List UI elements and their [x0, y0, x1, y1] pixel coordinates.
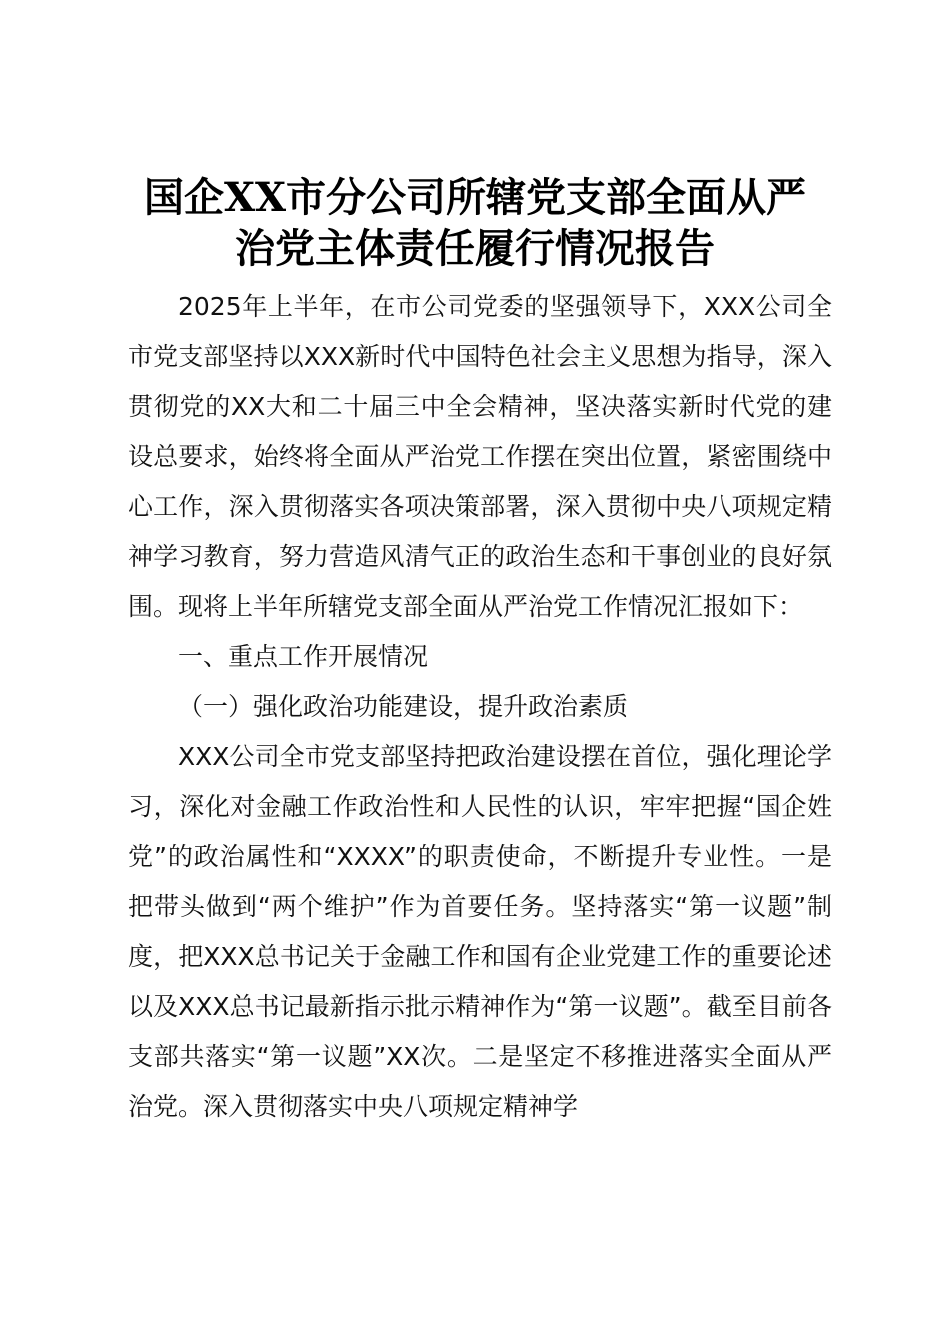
section-heading: 一、重点工作开展情况 [178, 642, 429, 671]
document-body [128, 282, 832, 1132]
subsection-heading: （一）强化政治功能建设，提升政治素质 [178, 692, 629, 721]
body-paragraph: XXX公司全市党支部坚持把政治建设摆在首位，强化理论学习，深化对金融工作政治性和人民性的认识，牢牢把握“国企姓党”的政治属性和“XXXX”的职责使命，不断提升专业性。一是把带头做到“两个维护”作为首要任务。坚持落实“第一议题”制度，把XXX总书记关于金融工作和国有企业党建工作的重要论述以及XXX总书记最新指示批示精神作为“第一议题”。截至目前各支部共落实“第一议题”XX次。二是坚定不移推进落实全面从严治党。深入贯彻落实中央八项规定精神学 [128, 742, 832, 1121]
title-line-1: 国企XX市分公司所辖党支部全面从严 [143, 174, 807, 221]
title-line-2: 治党主体责任履行情况报告 [235, 225, 715, 272]
intro-paragraph: 2025年上半年，在市公司党委的坚强领导下，XXX公司全市党支部坚持以XXX新时代中国特色社会主义思想为指导，深入贯彻党的XX大和二十届三中全会精神，坚决落实新时代党的建设总要求，始终将全面从严治党工作摆在突出位置，紧密围绕中心工作，深入贯彻落实各项决策部署，深入贯彻中央八项规定精神学习教育，努力营造风清气正的政治生态和干事创业的良好氛围。现将上半年所辖党支部全面从严治党工作情况汇报如下： [128, 292, 832, 621]
document-title [100, 172, 850, 274]
